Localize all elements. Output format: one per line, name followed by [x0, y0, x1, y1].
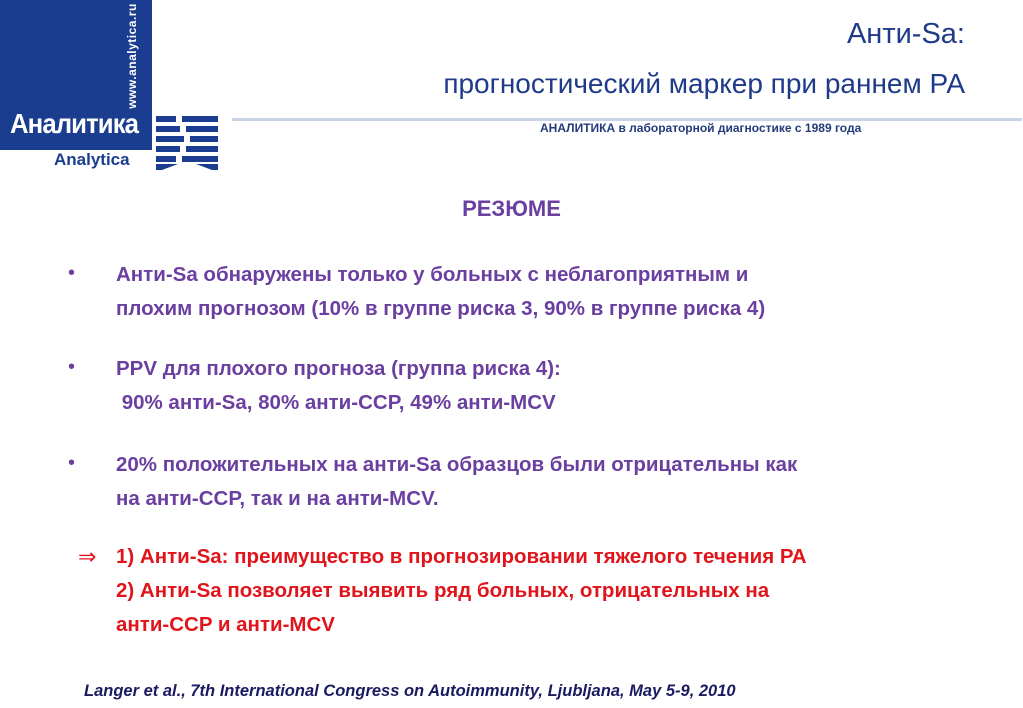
bullet-line: плохим прогнозом (10% в группе риска 3, 90% в группе риска 4) — [116, 297, 766, 320]
slide-title-line2: прогностический маркер при раннем РА — [443, 68, 965, 99]
conclusion-line: анти-CCP и анти-MCV — [116, 613, 335, 636]
bullet-line: PPV для плохого прогноза (группа риска 4): — [116, 357, 561, 380]
citation: Langer et al., 7th International Congress on Autoimmunity, Ljubljana, May 5-9, 2010 — [84, 682, 736, 700]
conclusion-line: 2) Анти-Sa позволяет выявить ряд больных, отрицательных на — [116, 579, 770, 602]
conclusion-arrow-icon: ⇒ — [78, 544, 97, 569]
bullet-item — [116, 448, 1006, 516]
bullet-item — [116, 258, 1006, 326]
bullet-line: 90% анти-Sa, 80% анти-CCP, 49% анти-MCV — [116, 391, 556, 414]
logo-stripes-icon — [156, 116, 218, 170]
bullet-marker: • — [68, 262, 76, 284]
logo-name-ru: Аналитика — [10, 108, 139, 139]
company-tagline: АНАЛИТИКА в лабораторной диагностике с 1989 года — [540, 121, 862, 135]
bullet-marker: • — [68, 356, 76, 378]
logo-url-text: www.analytica.ru — [125, 3, 139, 109]
conclusion-block — [116, 540, 807, 642]
resume-heading: РЕЗЮМЕ — [462, 196, 561, 221]
conclusion-line: 1) Анти-Sa: преимущество в прогнозировании тяжелого течения РА — [116, 545, 807, 568]
bullet-item — [116, 352, 1006, 420]
slide-title-line1: Анти-Sa: — [846, 18, 965, 50]
logo-name-en: Analytica — [54, 150, 130, 169]
bullet-line: Анти-Sa обнаружены только у больных с неблагоприятным и — [116, 263, 749, 286]
bullet-marker: • — [68, 452, 76, 474]
bullet-line: 20% положительных на анти-Sa образцов были отрицательны как — [116, 453, 798, 476]
bullet-line: на анти-CCP, так и на анти-MCV. — [116, 487, 439, 510]
logo-url — [118, 3, 146, 109]
company-logo — [0, 0, 152, 150]
